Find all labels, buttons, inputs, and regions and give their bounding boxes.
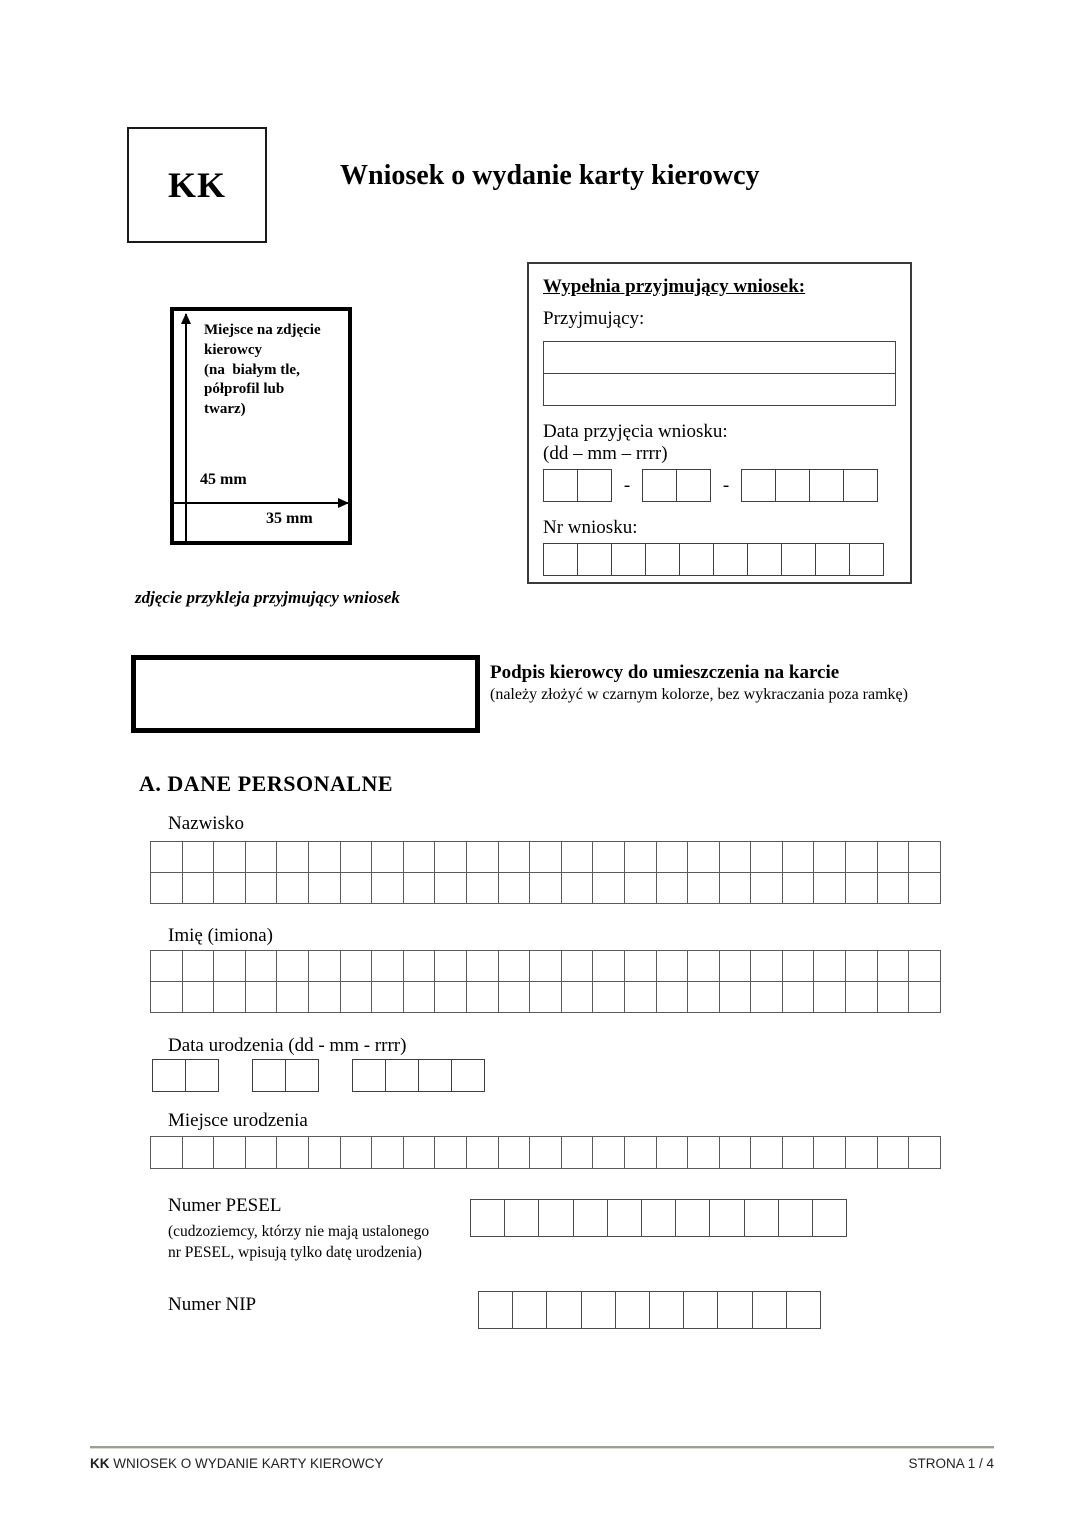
- grid-cell[interactable]: [750, 950, 783, 982]
- photo-height-label: 45 mm: [200, 471, 247, 488]
- grid-cell[interactable]: [778, 1199, 813, 1237]
- grid-cell[interactable]: [782, 872, 815, 904]
- grid-cell[interactable]: [182, 841, 215, 873]
- grid-cell[interactable]: [786, 1291, 821, 1329]
- grid-cell[interactable]: [308, 841, 341, 873]
- name-label: Imię (imiona): [168, 925, 273, 946]
- grid-cell[interactable]: [529, 950, 562, 982]
- grid-cell[interactable]: [498, 981, 531, 1013]
- intake-heading: Wypełnia przyjmujący wniosek:: [543, 276, 806, 297]
- grid-cell[interactable]: [546, 1291, 581, 1329]
- cell-group-separator: -: [722, 474, 730, 496]
- grid-cell[interactable]: [750, 981, 783, 1013]
- pesel-label: Numer PESEL: [168, 1195, 282, 1216]
- grid-cell[interactable]: [813, 872, 846, 904]
- grid-cell[interactable]: [750, 841, 783, 873]
- grid-cell[interactable]: [308, 1136, 341, 1169]
- grid-cell[interactable]: [182, 950, 215, 982]
- grid-cell[interactable]: [815, 543, 850, 576]
- grid-cell[interactable]: [656, 872, 689, 904]
- grid-cell[interactable]: [340, 841, 373, 873]
- grid-cell[interactable]: [213, 1136, 246, 1169]
- grid-cell[interactable]: [624, 981, 657, 1013]
- grid-cell[interactable]: [719, 950, 752, 982]
- grid-cell[interactable]: [245, 872, 278, 904]
- intake-date-format: (dd – mm – rrrr): [543, 443, 668, 464]
- grid-cell[interactable]: [908, 981, 941, 1013]
- intake-box: [527, 262, 912, 584]
- grid-cell[interactable]: [371, 981, 404, 1013]
- grid-cell[interactable]: [747, 543, 782, 576]
- grid-cell[interactable]: [687, 841, 720, 873]
- grid-cell[interactable]: [538, 1199, 573, 1237]
- footer-left: [90, 1456, 384, 1471]
- grid-cell[interactable]: [403, 872, 436, 904]
- grid-cell[interactable]: [498, 872, 531, 904]
- grid-cell[interactable]: [782, 950, 815, 982]
- page-title: Wniosek o wydanie karty kierowcy: [340, 160, 760, 191]
- grid-cell[interactable]: [709, 1199, 744, 1237]
- grid-cell[interactable]: [543, 543, 578, 576]
- grid-cell[interactable]: [813, 1136, 846, 1169]
- grid-cell[interactable]: [908, 950, 941, 982]
- grid-cell[interactable]: [611, 543, 646, 576]
- receiver-input: [543, 341, 896, 406]
- grid-cell[interactable]: [809, 469, 844, 502]
- grid-cell[interactable]: [470, 1199, 505, 1237]
- grid-cell[interactable]: [592, 950, 625, 982]
- grid-cell[interactable]: [624, 1136, 657, 1169]
- grid-cell[interactable]: [466, 872, 499, 904]
- grid-cell[interactable]: [371, 1136, 404, 1169]
- surname-grid: [150, 841, 941, 904]
- grid-cell[interactable]: [845, 872, 878, 904]
- grid-cell[interactable]: [529, 981, 562, 1013]
- grid-cell[interactable]: [245, 841, 278, 873]
- grid-cell[interactable]: [213, 841, 246, 873]
- grid-cell[interactable]: [607, 1199, 642, 1237]
- birth-date-grid: [152, 1059, 485, 1092]
- pesel-note: [168, 1222, 468, 1264]
- grid-cell[interactable]: [185, 1059, 219, 1092]
- grid-cell[interactable]: [687, 950, 720, 982]
- grid-cell[interactable]: [466, 981, 499, 1013]
- grid-cell[interactable]: [624, 841, 657, 873]
- grid-cell[interactable]: [150, 950, 183, 982]
- grid-cell[interactable]: [573, 1199, 608, 1237]
- grid-cell[interactable]: [529, 872, 562, 904]
- photo-instruction-line: twarz): [204, 401, 246, 418]
- grid-cell[interactable]: [213, 950, 246, 982]
- grid-cell[interactable]: [478, 1291, 513, 1329]
- grid-cell[interactable]: [466, 841, 499, 873]
- photo-placeholder-box: [170, 307, 352, 545]
- grid-cell[interactable]: [466, 1136, 499, 1169]
- grid-cell[interactable]: [504, 1199, 539, 1237]
- receiver-input-row[interactable]: [543, 341, 896, 374]
- grid-cell[interactable]: [656, 950, 689, 982]
- grid-cell[interactable]: [649, 1291, 684, 1329]
- grid-cell[interactable]: [713, 543, 748, 576]
- grid-cell[interactable]: [656, 1136, 689, 1169]
- grid-cell[interactable]: [403, 1136, 436, 1169]
- grid-cell[interactable]: [719, 841, 752, 873]
- grid-cell[interactable]: [679, 543, 714, 576]
- grid-cell[interactable]: [592, 872, 625, 904]
- grid-cell[interactable]: [624, 872, 657, 904]
- grid-cell[interactable]: [308, 981, 341, 1013]
- photo-caption: zdjęcie przykleja przyjmujący wniosek: [135, 588, 400, 607]
- grid-cell[interactable]: [561, 950, 594, 982]
- photo-instruction-line: półprofil lub: [204, 381, 285, 398]
- grid-cell[interactable]: [308, 950, 341, 982]
- grid-cell[interactable]: [498, 950, 531, 982]
- grid-cell[interactable]: [340, 950, 373, 982]
- grid-cell[interactable]: [744, 1199, 779, 1237]
- grid-cell[interactable]: [775, 469, 810, 502]
- grid-cell[interactable]: [782, 1136, 815, 1169]
- grid-cell[interactable]: [561, 872, 594, 904]
- signature-title: Podpis kierowcy do umieszczenia na karcie: [490, 662, 840, 683]
- grid-cell[interactable]: [434, 1136, 467, 1169]
- grid-cell[interactable]: [434, 950, 467, 982]
- grid-cell[interactable]: [252, 1059, 286, 1092]
- grid-cell[interactable]: [512, 1291, 547, 1329]
- footer: [90, 1456, 994, 1471]
- grid-cell[interactable]: [687, 981, 720, 1013]
- pesel-grid: [470, 1199, 847, 1237]
- signature-instructions: [490, 662, 1050, 704]
- grid-cell[interactable]: [150, 841, 183, 873]
- grid-cell[interactable]: [843, 469, 878, 502]
- grid-cell[interactable]: [683, 1291, 718, 1329]
- grid-cell[interactable]: [434, 981, 467, 1013]
- grid-cell[interactable]: [561, 981, 594, 1013]
- signature-box[interactable]: [131, 655, 480, 733]
- grid-cell[interactable]: [182, 872, 215, 904]
- grid-cell[interactable]: [577, 469, 612, 502]
- birth-place-label: Miejsce urodzenia: [168, 1110, 308, 1131]
- grid-cell[interactable]: [308, 872, 341, 904]
- grid-cell[interactable]: [813, 950, 846, 982]
- grid-cell[interactable]: [877, 1136, 910, 1169]
- grid-cell[interactable]: [741, 469, 776, 502]
- grid-cell[interactable]: [276, 981, 309, 1013]
- grid-cell[interactable]: [182, 981, 215, 1013]
- grid-cell[interactable]: [403, 841, 436, 873]
- footer-code: KK: [90, 1456, 110, 1471]
- grid-cell[interactable]: [877, 950, 910, 982]
- grid-cell[interactable]: [813, 841, 846, 873]
- grid-cell[interactable]: [908, 1136, 941, 1169]
- photo-width-label: 35 mm: [266, 510, 313, 527]
- grid-cell[interactable]: [245, 950, 278, 982]
- grid-cell[interactable]: [615, 1291, 650, 1329]
- grid-cell[interactable]: [385, 1059, 419, 1092]
- grid-cell[interactable]: [466, 950, 499, 982]
- grid-cell[interactable]: [403, 950, 436, 982]
- form-code: KK: [167, 165, 226, 205]
- surname-label: Nazwisko: [168, 813, 244, 834]
- grid-cell[interactable]: [529, 841, 562, 873]
- grid-cell[interactable]: [561, 1136, 594, 1169]
- nip-label: Numer NIP: [168, 1294, 257, 1315]
- grid-cell[interactable]: [561, 841, 594, 873]
- grid-cell[interactable]: [845, 950, 878, 982]
- grid-cell[interactable]: [371, 872, 404, 904]
- photo-instructions: [204, 321, 346, 420]
- grid-cell[interactable]: [371, 841, 404, 873]
- grid-cell[interactable]: [581, 1291, 616, 1329]
- name-grid: [150, 950, 941, 1013]
- photo-instruction-line: Miejsce na zdjęcie: [204, 322, 321, 338]
- grid-cell[interactable]: [340, 872, 373, 904]
- grid-cell[interactable]: [245, 1136, 278, 1169]
- grid-cell[interactable]: [781, 543, 816, 576]
- grid-cell[interactable]: [752, 1291, 787, 1329]
- pesel-note-line: nr PESEL, wpisują tylko datę urodzenia): [168, 1243, 422, 1261]
- grid-cell[interactable]: [418, 1059, 452, 1092]
- grid-cell[interactable]: [451, 1059, 485, 1092]
- grid-cell[interactable]: [813, 981, 846, 1013]
- grid-cell[interactable]: [213, 872, 246, 904]
- grid-cell[interactable]: [577, 543, 612, 576]
- footer-divider: [90, 1446, 994, 1449]
- signature-note: (należy złożyć w czarnym kolorze, bez wykraczania poza ramkę): [490, 686, 908, 703]
- footer-page-number: STRONA 1 / 4: [908, 1456, 994, 1471]
- grid-cell[interactable]: [877, 841, 910, 873]
- grid-cell[interactable]: [371, 950, 404, 982]
- grid-cell[interactable]: [152, 1059, 186, 1092]
- grid-cell[interactable]: [676, 469, 711, 502]
- grid-cell[interactable]: [750, 872, 783, 904]
- form-code-box: [127, 127, 267, 243]
- nip-grid: [478, 1291, 821, 1329]
- grid-cell[interactable]: [656, 981, 689, 1013]
- birth-place-grid: [150, 1136, 941, 1169]
- application-number-grid: [543, 543, 896, 576]
- grid-cell[interactable]: [592, 841, 625, 873]
- grid-cell[interactable]: [812, 1199, 847, 1237]
- grid-cell[interactable]: [245, 981, 278, 1013]
- grid-cell[interactable]: [498, 841, 531, 873]
- grid-cell[interactable]: [845, 841, 878, 873]
- grid-cell[interactable]: [877, 872, 910, 904]
- grid-cell[interactable]: [877, 981, 910, 1013]
- grid-cell[interactable]: [340, 981, 373, 1013]
- grid-cell[interactable]: [782, 841, 815, 873]
- grid-cell[interactable]: [434, 872, 467, 904]
- grid-cell[interactable]: [645, 543, 680, 576]
- application-number-label: Nr wniosku:: [543, 517, 638, 538]
- grid-cell[interactable]: [276, 841, 309, 873]
- grid-cell[interactable]: [276, 1136, 309, 1169]
- grid-cell[interactable]: [592, 981, 625, 1013]
- grid-cell[interactable]: [687, 1136, 720, 1169]
- grid-cell[interactable]: [213, 981, 246, 1013]
- grid-cell[interactable]: [182, 1136, 215, 1169]
- grid-cell[interactable]: [624, 950, 657, 982]
- intake-date-grid: [543, 469, 896, 502]
- photo-width-arrow: [174, 502, 348, 504]
- grid-cell[interactable]: [498, 1136, 531, 1169]
- grid-cell[interactable]: [719, 1136, 752, 1169]
- grid-cell[interactable]: [276, 872, 309, 904]
- grid-cell[interactable]: [642, 469, 677, 502]
- footer-form-name: WNIOSEK O WYDANIE KARTY KIEROWCY: [109, 1456, 384, 1471]
- birth-date-label: Data urodzenia (dd - mm - rrrr): [168, 1035, 407, 1056]
- grid-cell[interactable]: [675, 1199, 710, 1237]
- grid-cell[interactable]: [719, 872, 752, 904]
- grid-cell[interactable]: [285, 1059, 319, 1092]
- pesel-note-line: (cudzoziemcy, którzy nie mają ustalonego: [168, 1223, 430, 1240]
- grid-cell[interactable]: [276, 950, 309, 982]
- grid-cell[interactable]: [687, 872, 720, 904]
- photo-instruction-line: kierowcy: [204, 341, 263, 358]
- intake-date-label: Data przyjęcia wniosku:: [543, 421, 728, 442]
- cell-group-separator: -: [623, 474, 631, 496]
- grid-cell[interactable]: [403, 981, 436, 1013]
- grid-cell[interactable]: [656, 841, 689, 873]
- grid-cell[interactable]: [719, 981, 752, 1013]
- grid-cell[interactable]: [782, 981, 815, 1013]
- grid-cell[interactable]: [543, 469, 578, 502]
- grid-cell[interactable]: [750, 1136, 783, 1169]
- grid-cell[interactable]: [592, 1136, 625, 1169]
- grid-cell[interactable]: [150, 872, 183, 904]
- grid-cell[interactable]: [150, 1136, 183, 1169]
- receiver-label: Przyjmujący:: [543, 308, 645, 329]
- grid-cell[interactable]: [352, 1059, 386, 1092]
- grid-cell[interactable]: [340, 1136, 373, 1169]
- grid-cell[interactable]: [641, 1199, 676, 1237]
- grid-cell[interactable]: [529, 1136, 562, 1169]
- grid-cell[interactable]: [845, 981, 878, 1013]
- grid-cell[interactable]: [845, 1136, 878, 1169]
- photo-instruction-line: (na białym tle,: [204, 361, 300, 378]
- photo-height-arrow: [185, 314, 187, 543]
- grid-cell[interactable]: [908, 841, 941, 873]
- grid-cell[interactable]: [434, 841, 467, 873]
- grid-cell[interactable]: [849, 543, 884, 576]
- receiver-input-row[interactable]: [543, 373, 896, 406]
- grid-cell[interactable]: [150, 981, 183, 1013]
- grid-cell[interactable]: [717, 1291, 752, 1329]
- grid-cell[interactable]: [908, 872, 941, 904]
- section-a-heading: A. DANE PERSONALNE: [139, 771, 394, 796]
